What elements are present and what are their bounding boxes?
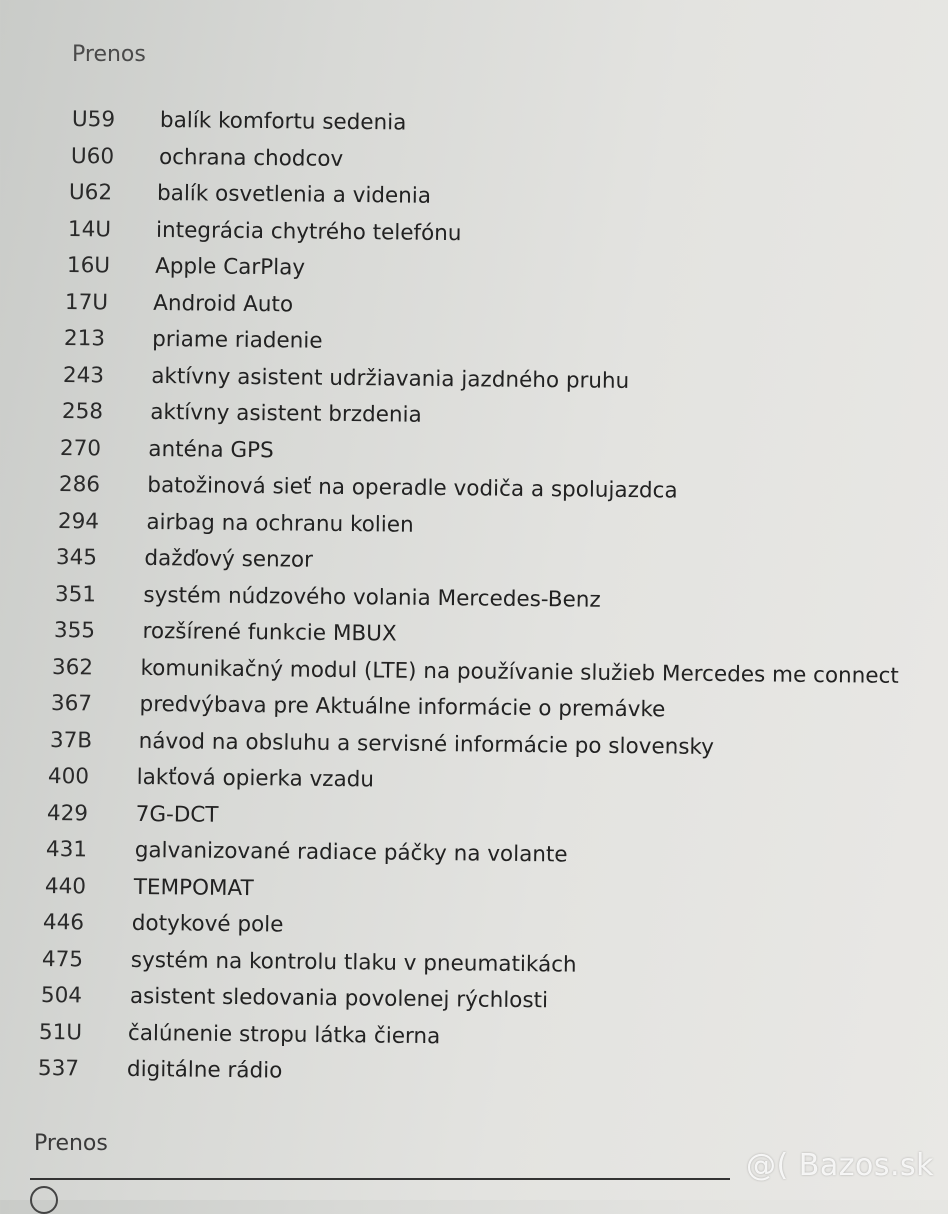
brand-logo-icon — [30, 1186, 58, 1214]
item-code: 243 — [63, 361, 143, 392]
item-code: 504 — [40, 981, 120, 1012]
item-code: 367 — [51, 689, 131, 720]
item-label: Apple CarPlay — [155, 252, 305, 284]
item-code: 446 — [43, 908, 123, 939]
item-code: 14U — [68, 215, 148, 246]
item-code: 345 — [56, 543, 136, 574]
item-code: 294 — [57, 507, 137, 538]
item-label: asistent sledovania povolenej rýchlosti — [129, 982, 547, 1016]
item-code: 51U — [39, 1018, 119, 1049]
item-label: digitálne rádio — [127, 1055, 283, 1087]
item-label: dotykové pole — [132, 909, 284, 941]
item-code: 475 — [42, 945, 122, 976]
item-code: 355 — [54, 616, 134, 647]
item-label: 7G-DCT — [136, 799, 219, 830]
item-label: balík komfortu sedenia — [160, 106, 407, 139]
item-label: priame riadenie — [152, 325, 323, 357]
item-code: 37B — [50, 726, 130, 757]
item-label: ochrana chodcov — [159, 142, 344, 174]
section-title: Prenos — [72, 42, 146, 67]
item-label: integrácia chytrého telefónu — [156, 215, 462, 248]
item-label: aktívny asistent udržiavania jazdného pruhu — [151, 361, 629, 396]
item-code: 362 — [52, 653, 132, 684]
item-code: 17U — [65, 288, 145, 319]
item-label: predvýbava pre Aktuálne informácie o premávke — [140, 690, 666, 726]
item-code: 213 — [64, 324, 144, 355]
item-code: 440 — [44, 872, 124, 903]
item-code: 270 — [60, 434, 140, 465]
item-code: 258 — [61, 397, 141, 428]
item-code: 537 — [38, 1054, 118, 1085]
item-label: lakťová opierka vzadu — [137, 763, 375, 795]
item-code: 351 — [55, 580, 135, 611]
item-label: airbag na ochranu kolien — [146, 507, 414, 540]
item-label: galvanizované radiace páčky na volante — [134, 836, 567, 871]
item-label: aktívny asistent brzdenia — [150, 398, 422, 431]
item-label: anténa GPS — [148, 434, 274, 465]
item-label: Android Auto — [153, 288, 293, 319]
item-label: batožinová sieť na operadle vodiča a spolujazdca — [147, 471, 678, 507]
item-code: 431 — [46, 835, 126, 866]
item-label: systém na kontrolu tlaku v pneumatikách — [131, 945, 577, 980]
item-code: 400 — [48, 762, 128, 793]
item-label: rozšírené funkcie MBUX — [142, 617, 396, 650]
footer-section-title: Prenos — [34, 1131, 108, 1156]
item-code: U59 — [72, 105, 152, 136]
item-label: TEMPOMAT — [133, 872, 253, 903]
item-code: U62 — [69, 178, 149, 209]
item-code: 286 — [59, 470, 139, 501]
watermark: @( Bazos.sk — [746, 1148, 934, 1183]
item-label: čalúnenie stropu látka čierna — [128, 1018, 441, 1051]
item-label: dažďový senzor — [145, 544, 314, 576]
item-code: 429 — [47, 799, 127, 830]
footer-divider — [30, 1178, 730, 1180]
item-code: U60 — [71, 142, 151, 173]
item-label: návod na obsluhu a servisné informácie po slovensky — [138, 726, 714, 762]
item-label: systém núdzového volania Mercedes-Benz — [143, 580, 601, 615]
item-label: komunikačný modul (LTE) na používanie služieb Mercedes me connect — [141, 653, 900, 691]
item-code: 16U — [67, 251, 147, 282]
item-label: balík osvetlenia a videnia — [157, 179, 431, 212]
